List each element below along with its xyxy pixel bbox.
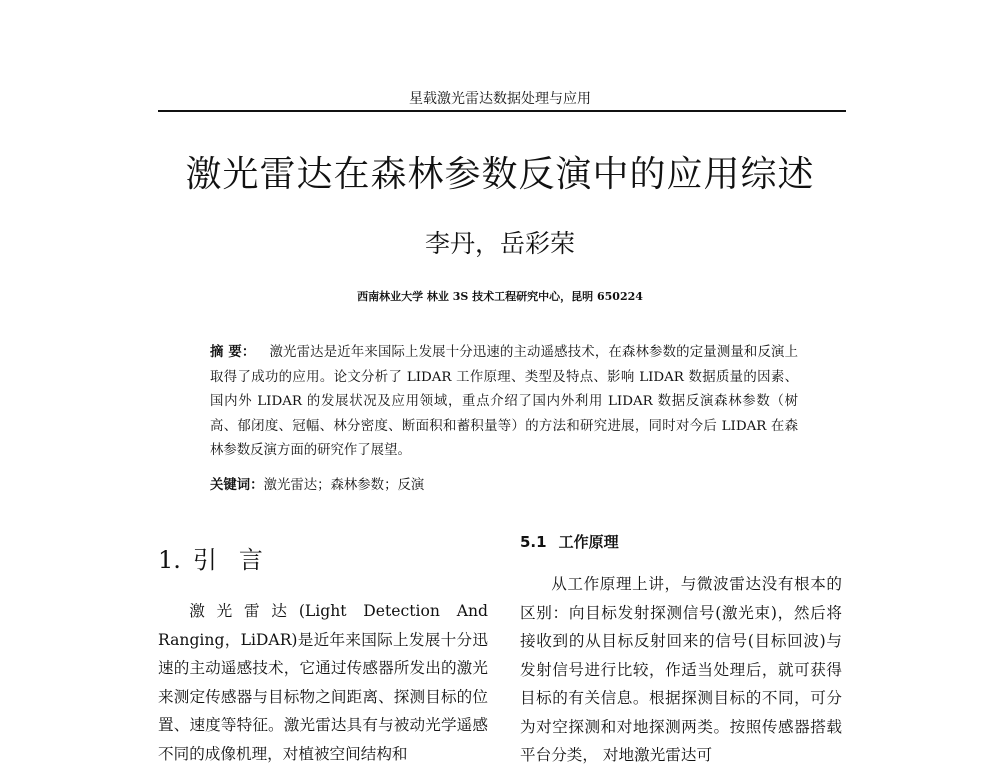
section-heading-introduction [158,540,285,575]
abstract [210,340,798,464]
header-rule [158,110,846,112]
working-principle-body: 从工作原理上讲，与微波雷达没有根本的区别：向目标发射探测信号(激光束)，然后将接收到的从目标反射回来的信号(目标回波)与发射信号进行比较，作适当处理后，就可获得目标的有关信息。根据探测目标的不同，可分为对空探测和对地探测两类。按照传感器搭载平台分类， 对地激光雷达可 [520,575,842,764]
keywords-label: 关键词： [210,477,264,493]
section-number: 1. [158,546,181,574]
running-header: 星载激光雷达数据处理与应用 [409,91,591,107]
keywords [210,473,798,498]
subsection-heading-working-principle [520,531,619,552]
introduction-body: 激光雷达(Light Detection And Ranging，LiDAR)是近年来国际上发展十分迅速的主动遥感技术，它通过传感器所发出的激光来测定传感器与目标物之间距离、探测目标的位置、速度等特征。激光雷达具有与被动光学遥感不同的成像机理，对植被空间结构和 [158,602,488,763]
abstract-label: 摘 要： [210,344,256,360]
subsection-number: 5.1 [520,533,547,551]
article-affiliation: 西南林业大学 林业 3S 技术工程研究中心，昆明 650224 [357,290,643,303]
keywords-text: 激光雷达；森林参数；反演 [263,478,425,493]
article-title: 激光雷达在森林参数反演中的应用综述 [185,154,815,195]
section-title: 引言 [192,546,285,574]
article-authors: 李丹，岳彩荣 [424,229,575,258]
abstract-text: 激光雷达是近年来国际上发展十分迅速的主动遥感技术，在森林参数的定量测量和反演上取得了成功的应用。论文分析了 LIDAR 工作原理、类型及特点、影响 LIDAR 数据质量的因素、国内外 LIDAR 的发展状况及应用领域，重点介绍了国内外利用 LIDAR 数据反演森林参数（树高、郁闭度、冠幅、林分密度、断面积和蓄积量等）的方法和研究进展，同时对今后 LIDAR 在森林参数反演方面的研究作了展望。 [210,345,798,458]
subsection-title: 工作原理 [558,533,619,551]
